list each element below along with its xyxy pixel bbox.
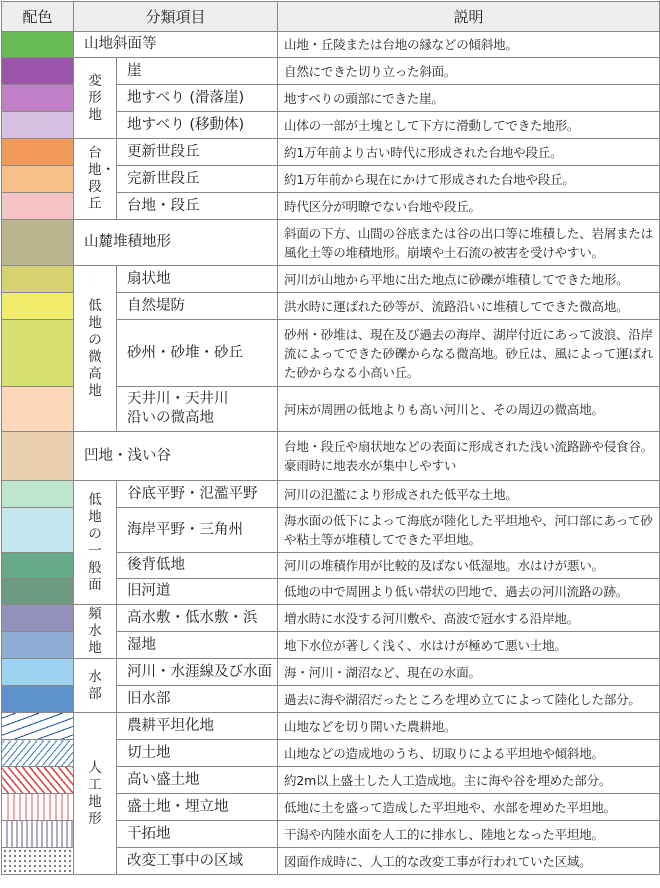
table-row xyxy=(2,432,660,481)
row-label: 河川・水涯線及び水面 xyxy=(117,659,278,686)
row-label: 台地・段丘 xyxy=(117,193,278,220)
color-swatch xyxy=(2,686,74,713)
color-swatch xyxy=(2,220,74,266)
table-row xyxy=(2,481,660,508)
header-description: 説明 xyxy=(278,2,660,32)
color-swatch xyxy=(2,553,74,579)
row-description: 過去に海や湖沼だったところを埋め立てによって陸化した部分。 xyxy=(278,686,660,713)
row-label: 崖 xyxy=(117,58,278,85)
row-description: 地下水位が著しく浅く、水はけが極めて悪い土地。 xyxy=(278,632,660,659)
row-description: 地すべりの頭部にできた崖。 xyxy=(278,85,660,112)
pattern-swatch-vdash xyxy=(2,794,74,821)
row-description: 時代区分が明瞭でない台地や段丘。 xyxy=(278,193,660,220)
group-label-text: 低地の微高地 xyxy=(88,297,102,399)
row-description: 山地・丘陵または台地の縁などの傾斜地。 xyxy=(278,32,660,58)
row-description: 干潟や内陸水面を人工的に排水し、陸地となった平坦地。 xyxy=(278,821,660,848)
row-description: 河川の堆積作用が比較的及ばない低湿地。水はけが悪い。 xyxy=(278,553,660,579)
row-description: 台地・段丘や扇状地などの表面に形成された浅い流路跡や侵食谷。豪雨時に地表水が集中しやすい xyxy=(278,432,660,481)
row-description: 海・河川・湖沼など、現在の水面。 xyxy=(278,659,660,686)
group-label-teichi xyxy=(74,266,117,432)
table-row xyxy=(2,32,660,58)
row-label: 谷底平野・氾濫平野 xyxy=(117,481,278,508)
row-description: 低地に土を盛って造成した平坦地や、水部を埋めた平坦地。 xyxy=(278,794,660,821)
color-swatch xyxy=(2,659,74,686)
header-color: 配色 xyxy=(2,2,74,32)
color-swatch xyxy=(2,266,74,293)
color-swatch xyxy=(2,32,74,58)
row-label: 凹地・浅い谷 xyxy=(74,432,278,481)
header-category: 分類項目 xyxy=(74,2,278,32)
row-description: 自然にできた切り立った斜面。 xyxy=(278,58,660,85)
color-swatch xyxy=(2,579,74,605)
row-description: 河床が周囲の低地よりも高い河川と、その周辺の微高地。 xyxy=(278,387,660,432)
color-swatch xyxy=(2,632,74,659)
color-swatch xyxy=(2,387,74,432)
row-label: 旧河道 xyxy=(117,579,278,605)
landform-legend-table xyxy=(1,1,660,875)
row-label-line2: 沿いの微高地 xyxy=(127,410,214,426)
table-row xyxy=(2,713,660,740)
color-swatch xyxy=(2,293,74,320)
row-label: 更新世段丘 xyxy=(117,139,278,166)
color-swatch xyxy=(2,85,74,112)
group-label-text: 低地の一般面 xyxy=(88,491,102,593)
row-label: 農耕平坦化地 xyxy=(117,713,278,740)
row-label: 地すべり (移動体) xyxy=(117,112,278,139)
color-swatch xyxy=(2,166,74,193)
group-label-daichi xyxy=(74,139,117,220)
group-label-text: 変形地 xyxy=(88,72,102,123)
row-description: 斜面の下方、山間の谷底または谷の出口等に堆積した、岩屑または風化土等の堆積地形。崩壊や土石流の被害を受けやすい。 xyxy=(278,220,660,266)
row-description: 図面作成時に、人工的な改変工事が行われていた区域。 xyxy=(278,848,660,875)
pattern-swatch-vert xyxy=(2,821,74,848)
group-label-hinsui xyxy=(74,605,117,659)
row-label: 山地斜面等 xyxy=(74,32,278,58)
group-label-text: 頻水地 xyxy=(88,606,102,656)
pattern-swatch-backslash xyxy=(2,740,74,767)
group-label-jinko xyxy=(74,713,117,875)
row-description: 砂州・砂堆は、現在及び過去の海岸、湖岸付近にあって波浪、沿岸流によってできた砂礫からなる微高地。砂丘は、風によって運ばれた砂からなる小高い丘。 xyxy=(278,320,660,387)
row-label xyxy=(117,387,278,432)
group-label-ippan xyxy=(74,481,117,605)
color-swatch xyxy=(2,320,74,387)
row-description: 海水面の低下によって海底が陸化した平坦地や、河口部にあって砂や粘土等が堆積してできた平坦地。 xyxy=(278,508,660,553)
table-row xyxy=(2,58,660,85)
row-label: 旧水部 xyxy=(117,686,278,713)
row-description: 増水時に水没する河川敷や、高波で冠水する沿岸地。 xyxy=(278,605,660,632)
table-row xyxy=(2,605,660,632)
pattern-swatch-slash xyxy=(2,767,74,794)
pattern-swatch-dash xyxy=(2,713,74,740)
row-description: 約1万年前から現在にかけて形成された台地や段丘。 xyxy=(278,166,660,193)
row-description: 河川が山地から平地に出た地点に砂礫が堆積してできた地形。 xyxy=(278,266,660,293)
row-description: 約1万年前より古い時代に形成された台地や段丘。 xyxy=(278,139,660,166)
color-swatch xyxy=(2,605,74,632)
color-swatch xyxy=(2,139,74,166)
row-label: 湿地 xyxy=(117,632,278,659)
color-swatch xyxy=(2,193,74,220)
table-row xyxy=(2,139,660,166)
color-swatch xyxy=(2,508,74,553)
row-description: 洪水時に運ばれた砂等が、流路沿いに堆積してできた微高地。 xyxy=(278,293,660,320)
color-swatch xyxy=(2,432,74,481)
row-description: 約2m以上盛土した人工造成地。主に海や谷を埋めた部分。 xyxy=(278,767,660,794)
row-label: 砂州・砂堆・砂丘 xyxy=(117,320,278,387)
row-label: 盛土地・埋立地 xyxy=(117,794,278,821)
header-row xyxy=(2,2,660,32)
row-label: 完新世段丘 xyxy=(117,166,278,193)
row-label: 海岸平野・三角州 xyxy=(117,508,278,553)
row-description: 山地などの造成地のうち、切取りによる平坦地や傾斜地。 xyxy=(278,740,660,767)
row-label: 扇状地 xyxy=(117,266,278,293)
row-label: 地すべり (滑落崖) xyxy=(117,85,278,112)
row-label-line1: 天井川・天井川 xyxy=(127,391,229,407)
group-label-text: 人工地形 xyxy=(88,759,102,827)
color-swatch xyxy=(2,112,74,139)
row-label: 高水敷・低水敷・浜 xyxy=(117,605,278,632)
row-description: 山体の一部が土塊として下方に滑動してできた地形。 xyxy=(278,112,660,139)
row-label: 改変工事中の区域 xyxy=(117,848,278,875)
color-swatch xyxy=(2,481,74,508)
row-label: 干拓地 xyxy=(117,821,278,848)
row-description: 山地などを切り開いた農耕地。 xyxy=(278,713,660,740)
group-label-text: 台地・段丘 xyxy=(88,145,115,212)
table-row xyxy=(2,659,660,686)
row-label: 高い盛土地 xyxy=(117,767,278,794)
color-swatch xyxy=(2,58,74,85)
row-description: 低地の中で周囲より低い帯状の凹地で、過去の河川流路の跡。 xyxy=(278,579,660,605)
row-label: 切土地 xyxy=(117,740,278,767)
group-label-text: 水部 xyxy=(88,668,102,702)
row-label: 後背低地 xyxy=(117,553,278,579)
group-label-suibu xyxy=(74,659,117,713)
table-row xyxy=(2,266,660,293)
pattern-swatch-dots xyxy=(2,848,74,875)
row-label: 山麓堆積地形 xyxy=(74,220,278,266)
table-row xyxy=(2,220,660,266)
group-label-henkei xyxy=(74,58,117,139)
row-description: 河川の氾濫により形成された低平な土地。 xyxy=(278,481,660,508)
row-label: 自然堤防 xyxy=(117,293,278,320)
